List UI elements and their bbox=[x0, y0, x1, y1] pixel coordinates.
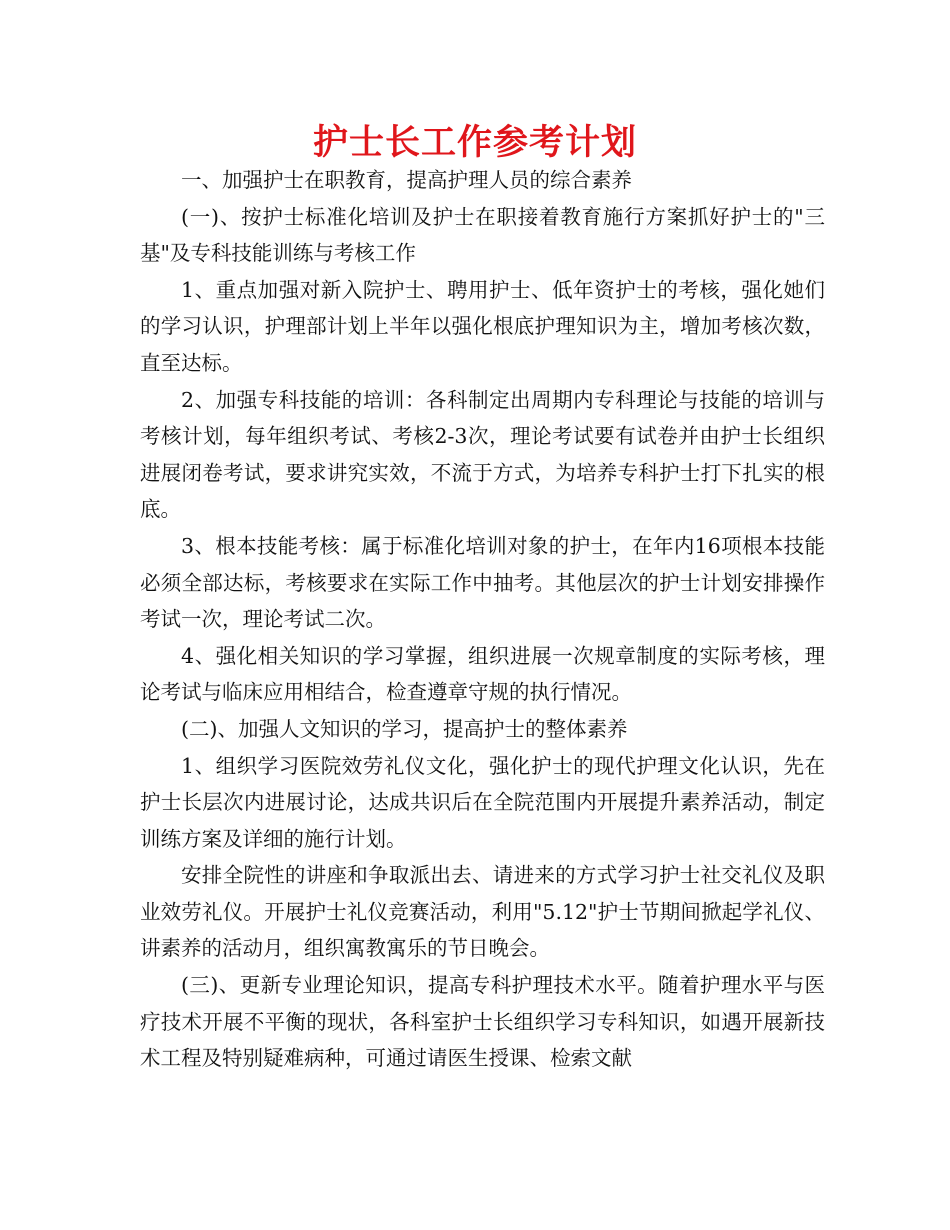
document-title: 护士长工作参考计划 bbox=[312, 123, 637, 163]
subsection-heading-1: (一)、按护士标准化培训及护士在职接着教育施行方案抓好护士的"三基"及专科技能训练与考核工作 bbox=[140, 204, 825, 266]
paragraph-item-2: 2、加强专科技能的培训：各科制定出周期内专科理论与技能的培训与考核计划，每年组织考试、考核2-3次，理论考试要有试卷并由护士长组织进展闭卷考试，要求讲究实效，不流于方式，为培养专科护士打下扎实的根底。 bbox=[140, 387, 825, 522]
section-heading-1: 一、加强护士在职教育，提高护理人员的综合素养 bbox=[181, 168, 632, 192]
paragraph-item-4: 4、强化相关知识的学习掌握，组织进展一次规章制度的实际考核，理论考试与临床应用相结合，检查遵章守规的执行情况。 bbox=[140, 643, 825, 705]
paragraph-item-6: 安排全院性的讲座和争取派出去、请进来的方式学习护士社交礼仪及职业效劳礼仪。开展护士礼仪竞赛活动，利用"5.12"护士节期间掀起学礼仪、讲素养的活动月，组织寓教寓乐的节日晚会。 bbox=[140, 863, 825, 961]
paragraph-item-3: 3、根本技能考核：属于标准化培训对象的护士，在年内16项根本技能必须全部达标，考核要求在实际工作中抽考。其他层次的护士计划安排操作考试一次，理论考试二次。 bbox=[140, 533, 825, 632]
paragraph-item-5: 1、组织学习医院效劳礼仪文化，强化护士的现代护理文化认识，先在护士长层次内进展讨论，达成共识后在全院范围内开展提升素养活动，制定训练方案及详细的施行计划。 bbox=[140, 753, 825, 851]
paragraph-item-1: 1、重点加强对新入院护士、聘用护士、低年资护士的考核，强化她们的学习认识，护理部计划上半年以强化根底护理知识为主，增加考核次数，直至达标。 bbox=[140, 277, 825, 375]
subsection-heading-2: (二)、加强人文知识的学习，提高护士的整体素养 bbox=[181, 716, 628, 741]
subsection-heading-3: (三)、更新专业理论知识，提高专科护理技术水平。随着护理水平与医疗技术开展不平衡的现状，各科室护士长组织学习专科知识，如遇开展新技术工程及特别疑难病种，可通过请医生授课、检索文献 bbox=[140, 973, 825, 1071]
document-body bbox=[140, 162, 825, 1077]
